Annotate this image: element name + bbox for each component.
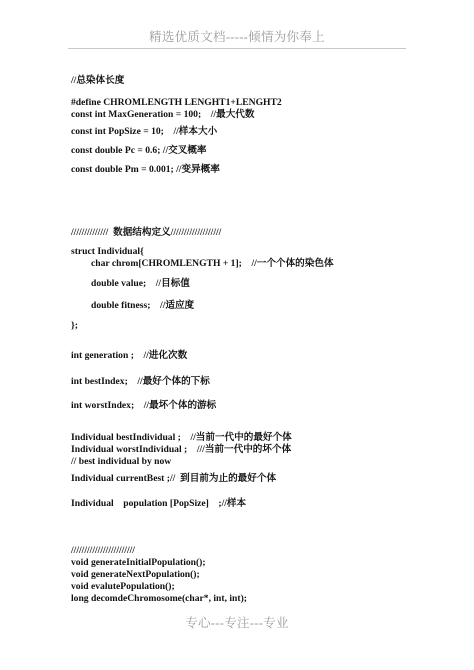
- code-const-pc: const double Pc = 0.6; //交叉概率: [71, 145, 207, 156]
- page-header: 精选优质文档-----倾情为你奉上: [149, 30, 325, 44]
- code-comment-best-by-now: // best individual by now: [71, 456, 172, 467]
- code-func-evaluate: void evalutePopulation();: [71, 581, 175, 592]
- code-struct-end: };: [71, 320, 78, 331]
- code-const-popsize: const int PopSize = 10; //样本大小: [71, 126, 218, 137]
- code-var-generation: int generation ; //进化次数: [71, 350, 188, 361]
- code-var-population: Individual population [PopSize] ;//样本: [71, 498, 247, 509]
- code-func-generate-next: void generateNextPopulation();: [71, 569, 200, 580]
- code-struct-individual: struct Individual{: [71, 246, 144, 257]
- code-var-bestindex: int bestIndex; //最好个体的下标: [71, 376, 210, 387]
- code-section-separator: ////////////////////////: [71, 545, 135, 556]
- code-var-worstindividual: Individual worstIndividual ; ///当前一代中的坏个体: [71, 444, 292, 455]
- code-var-worstindex: int worstIndex; //最坏个体的游标: [71, 400, 217, 411]
- code-field-fitness: double fitness; //适应度: [91, 300, 195, 311]
- code-var-bestindividual: Individual bestIndividual ; //当前一代中的最好个体: [71, 432, 292, 443]
- code-const-pm: const double Pm = 0.001; //变异概率: [71, 164, 220, 175]
- code-define-chromlength: #define CHROMLENGTH LENGHT1+LENGHT2: [71, 97, 282, 108]
- code-const-maxgeneration: const int MaxGeneration = 100; //最大代数: [71, 109, 255, 120]
- header-divider: [68, 48, 406, 49]
- code-field-value: double value; //目标值: [91, 278, 190, 289]
- code-field-chrom: char chrom[CHROMLENGTH + 1]; //一个个体的染色体: [91, 258, 334, 269]
- code-comment-chrom-length: //总染体长度: [71, 75, 125, 86]
- code-func-generate-initial: void generateInitialPopulation();: [71, 557, 206, 568]
- code-var-currentbest: Individual currentBest ;// 到目前为止的最好个体: [71, 473, 277, 484]
- page-footer: 专心---专注---专业: [185, 616, 289, 630]
- code-section-data-structures: ////////////// 数据结构定义///////////////////: [71, 227, 222, 238]
- code-func-decode-chromosome: long decomdeChromosome(char*, int, int);: [71, 593, 247, 604]
